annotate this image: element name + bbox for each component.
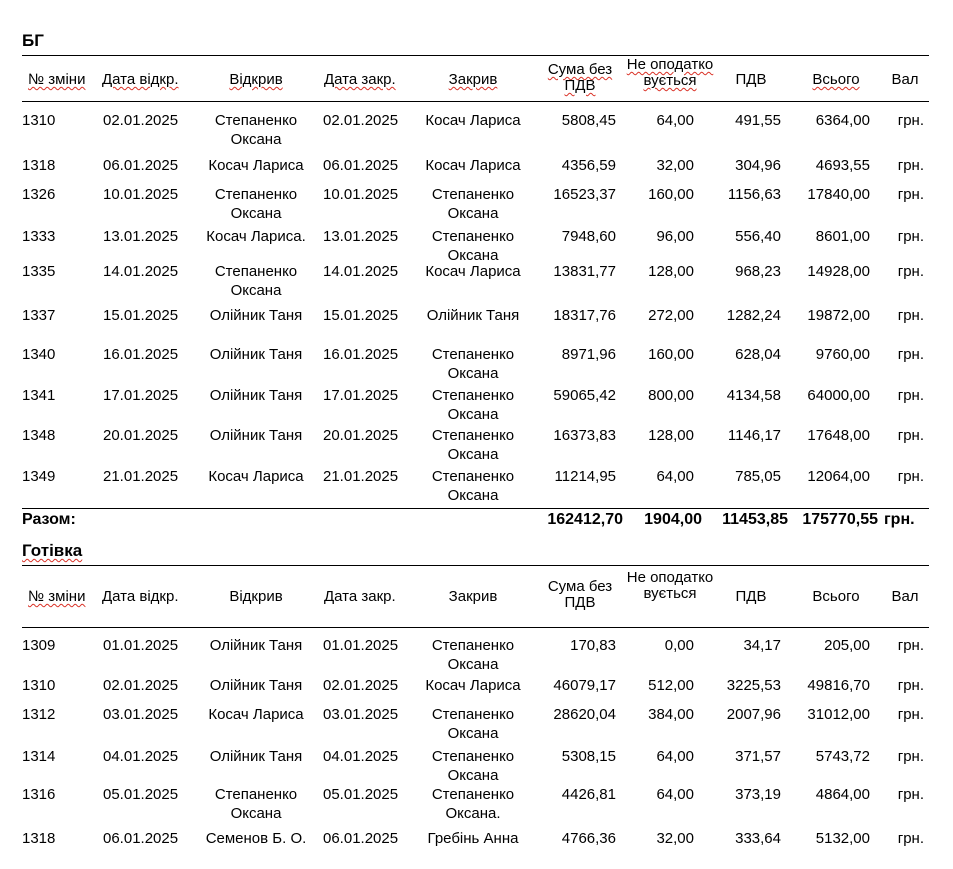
cell-non-taxable: 64,00: [656, 112, 694, 129]
cell-non-taxable: 160,00: [648, 186, 694, 203]
header-close-date: [324, 72, 396, 88]
cell-currency: грн.: [897, 387, 924, 404]
cell-sum-without-vat: 4426,81: [561, 786, 616, 803]
cell-closed-by: Олійник Таня: [426, 307, 520, 324]
header-closed-by: [414, 72, 532, 88]
cell-sum-without-vat: 170,83: [570, 637, 616, 654]
header-non-taxable: [624, 570, 716, 602]
cell-vat: 373,19: [735, 786, 781, 803]
cell-close-date: 10.01.2025: [323, 186, 399, 203]
header-vat-text: ПДВ: [735, 71, 767, 88]
header-currency-text: Вал: [891, 588, 919, 605]
cell-sum-without-vat: 4356,59: [561, 157, 616, 174]
cell-open-date: 15.01.2025: [103, 307, 179, 324]
header-total: [796, 72, 876, 88]
cell-total: 4864,00: [815, 786, 870, 803]
cell-opened-by: Косач Лариса: [208, 706, 304, 723]
total-non-taxable: 1904,00: [644, 511, 702, 528]
cell-currency: грн.: [897, 786, 924, 803]
cell-close-date: 03.01.2025: [323, 706, 399, 723]
header-non-taxable-text: Не оподатковується: [626, 57, 714, 89]
header-opened-by: [196, 589, 316, 605]
section-title-cash: [22, 541, 82, 561]
header-shift-no: [28, 589, 85, 605]
cell-closed-by: Степаненко Оксана: [431, 387, 515, 423]
cell-close-date: 16.01.2025: [323, 346, 399, 363]
cell-close-date: 06.01.2025: [323, 830, 399, 847]
cell-vat: 1146,17: [727, 427, 781, 444]
header-closed-by: [414, 589, 532, 605]
cell-sum-without-vat: 28620,04: [553, 706, 616, 723]
cell-open-date: 10.01.2025: [103, 186, 179, 203]
cell-close-date: 02.01.2025: [323, 677, 399, 694]
cell-sum-without-vat: 8971,96: [561, 346, 616, 363]
cell-shift-no: 1348: [22, 427, 56, 444]
header-shift-no-text: № зміни: [28, 588, 86, 605]
cell-close-date: 05.01.2025: [323, 786, 399, 803]
table-row: [0, 386, 953, 426]
header-vat: [716, 72, 786, 88]
cell-total: 64000,00: [807, 387, 870, 404]
header-non-taxable-text: Не оподатковується: [626, 569, 714, 602]
table-row: [0, 467, 953, 507]
cell-vat: 34,17: [743, 637, 781, 654]
cell-shift-no: 1326: [22, 186, 56, 203]
cell-opened-by: Степаненко Оксана: [214, 263, 298, 299]
cell-open-date: 02.01.2025: [103, 677, 179, 694]
cell-opened-by: Олійник Таня: [209, 427, 303, 444]
cell-close-date: 06.01.2025: [323, 157, 399, 174]
cell-vat: 304,96: [735, 157, 781, 174]
cell-close-date: 13.01.2025: [323, 228, 399, 245]
cell-currency: грн.: [897, 468, 924, 485]
cell-sum-without-vat: 5808,45: [561, 112, 616, 129]
cell-closed-by: Степаненко Оксана.: [431, 786, 515, 822]
cell-closed-by: Степаненко Оксана: [431, 706, 515, 742]
cell-sum-without-vat: 11214,95: [554, 468, 616, 485]
cell-currency: грн.: [897, 706, 924, 723]
cell-shift-no: 1341: [22, 387, 56, 404]
cell-sum-without-vat: 7948,60: [561, 228, 616, 245]
cell-opened-by: Косач Лариса: [208, 468, 304, 485]
cell-opened-by: Косач Лариса.: [206, 228, 306, 245]
cell-sum-without-vat: 46079,17: [553, 677, 616, 694]
cell-closed-by: Степаненко Оксана: [431, 427, 515, 463]
cell-total: 17840,00: [807, 186, 870, 203]
cell-non-taxable: 512,00: [648, 677, 694, 694]
divider: [22, 508, 929, 509]
table-row: [0, 306, 953, 346]
cell-non-taxable: 32,00: [656, 830, 694, 847]
cell-closed-by: Косач Лариса: [425, 157, 521, 174]
cell-total: 17648,00: [807, 427, 870, 444]
header-sum-without-vat-text: Сума без ПДВ: [547, 61, 613, 94]
total-vat: 11453,85: [722, 511, 788, 528]
table-header: [0, 57, 953, 98]
header-opened-by-text: Відкрив: [229, 588, 283, 605]
cell-shift-no: 1314: [22, 748, 56, 765]
cell-total: 205,00: [824, 637, 870, 654]
cell-close-date: 04.01.2025: [323, 748, 399, 765]
total-sum-without-vat: 162412,70: [547, 511, 623, 528]
cell-non-taxable: 64,00: [656, 748, 694, 765]
cell-closed-by: Степаненко Оксана: [431, 637, 515, 673]
section-title-cash-text: Готівка: [22, 541, 83, 560]
cell-non-taxable: 64,00: [656, 786, 694, 803]
cell-vat: 968,23: [735, 263, 781, 280]
cell-closed-by: Косач Лариса: [425, 677, 521, 694]
cell-currency: грн.: [897, 307, 924, 324]
cell-close-date: 14.01.2025: [323, 263, 399, 280]
cell-closed-by: Косач Лариса: [425, 112, 521, 129]
cell-opened-by: Олійник Таня: [209, 387, 303, 404]
cell-non-taxable: 32,00: [656, 157, 694, 174]
cell-currency: грн.: [897, 748, 924, 765]
cell-shift-no: 1310: [22, 112, 56, 129]
table-header: [0, 569, 953, 625]
cell-vat: 1156,63: [727, 186, 781, 203]
cell-closed-by: Степаненко Оксана: [431, 186, 515, 222]
cell-opened-by: Семенов Б. О.: [205, 830, 307, 847]
cell-total: 12064,00: [807, 468, 870, 485]
cell-vat: 1282,24: [726, 307, 781, 324]
cell-shift-no: 1309: [22, 637, 56, 654]
cell-shift-no: 1312: [22, 706, 56, 723]
cell-sum-without-vat: 5308,15: [561, 748, 616, 765]
cell-open-date: 06.01.2025: [103, 830, 179, 847]
cell-closed-by: Степаненко Оксана: [431, 468, 515, 504]
table-row: [0, 705, 953, 745]
cell-opened-by: Олійник Таня: [209, 346, 303, 363]
header-close-date: [324, 589, 396, 605]
cell-close-date: 20.01.2025: [323, 427, 399, 444]
cell-vat: 333,64: [735, 830, 781, 847]
divider: [22, 101, 929, 102]
total-label: Разом:: [22, 511, 76, 528]
table-row: [0, 426, 953, 466]
header-close-date-text: Дата закр.: [324, 588, 396, 605]
cell-open-date: 16.01.2025: [103, 346, 179, 363]
header-closed-by-text: Закрив: [448, 588, 498, 605]
total-row: [0, 510, 953, 530]
cell-shift-no: 1349: [22, 468, 56, 485]
cell-vat: 3225,53: [726, 677, 781, 694]
cell-total: 5132,00: [815, 830, 870, 847]
cell-non-taxable: 128,00: [648, 263, 694, 280]
cell-shift-no: 1333: [22, 228, 56, 245]
cell-opened-by: Степаненко Оксана: [214, 186, 298, 222]
header-open-date-text: Дата відкр.: [102, 588, 179, 605]
cell-open-date: 06.01.2025: [103, 157, 179, 174]
cell-shift-no: 1337: [22, 307, 56, 324]
cell-open-date: 17.01.2025: [103, 387, 179, 404]
cell-close-date: 02.01.2025: [323, 112, 399, 129]
table-row: [0, 185, 953, 225]
cell-currency: грн.: [897, 186, 924, 203]
cell-open-date: 20.01.2025: [103, 427, 179, 444]
cell-open-date: 04.01.2025: [103, 748, 179, 765]
cell-non-taxable: 272,00: [648, 307, 694, 324]
section-title-bg: БГ: [22, 31, 44, 50]
table-row: [0, 227, 953, 267]
cell-total: 49816,70: [807, 677, 870, 694]
header-total-text: Всього: [812, 588, 860, 605]
cell-total: 9760,00: [815, 346, 870, 363]
cell-currency: грн.: [897, 228, 924, 245]
cell-closed-by: Степаненко Оксана: [431, 346, 515, 382]
header-sum-without-vat-text: Сума без ПДВ: [547, 578, 613, 611]
cell-shift-no: 1318: [22, 830, 56, 847]
cell-total: 6364,00: [815, 112, 870, 129]
cell-opened-by: Олійник Таня: [209, 748, 303, 765]
cell-total: 31012,00: [807, 706, 870, 723]
cell-sum-without-vat: 13831,77: [553, 263, 616, 280]
cell-vat: 2007,96: [726, 706, 781, 723]
header-open-date-text: Дата відкр.: [102, 71, 179, 88]
header-open-date: [102, 589, 179, 605]
cell-open-date: 03.01.2025: [103, 706, 179, 723]
header-total: [796, 589, 876, 605]
cell-total: 14928,00: [807, 263, 870, 280]
cell-shift-no: 1335: [22, 263, 56, 280]
cell-vat: 491,55: [735, 112, 781, 129]
cell-closed-by: Степаненко Оксана: [431, 228, 515, 264]
cell-non-taxable: 128,00: [648, 427, 694, 444]
header-vat-text: ПДВ: [735, 588, 767, 605]
cell-currency: грн.: [897, 637, 924, 654]
cell-shift-no: 1316: [22, 786, 56, 803]
cell-opened-by: Олійник Таня: [209, 307, 303, 324]
cell-total: 4693,55: [815, 157, 870, 174]
cell-non-taxable: 64,00: [656, 468, 694, 485]
cell-close-date: 01.01.2025: [323, 637, 399, 654]
cell-shift-no: 1340: [22, 346, 56, 363]
total-grand: 175770,55: [802, 511, 878, 528]
cell-open-date: 02.01.2025: [103, 112, 179, 129]
cell-shift-no: 1318: [22, 157, 56, 174]
cell-non-taxable: 160,00: [648, 346, 694, 363]
cell-non-taxable: 384,00: [648, 706, 694, 723]
header-total-text: Всього: [812, 71, 860, 88]
cell-vat: 4134,58: [726, 387, 781, 404]
cell-sum-without-vat: 16523,37: [553, 186, 616, 203]
header-closed-by-text: Закрив: [448, 71, 498, 88]
table-row: [0, 747, 953, 787]
header-shift-no: [28, 72, 85, 88]
cell-closed-by: Гребінь Анна: [427, 830, 519, 847]
header-open-date: [102, 72, 179, 88]
cell-opened-by: Косач Лариса: [208, 157, 304, 174]
cell-sum-without-vat: 59065,42: [553, 387, 616, 404]
cell-sum-without-vat: 18317,76: [553, 307, 616, 324]
cell-open-date: 21.01.2025: [103, 468, 179, 485]
divider: [22, 565, 929, 566]
table-row: [0, 785, 953, 825]
header-sum-without-vat: [536, 62, 624, 94]
cell-opened-by: Степаненко Оксана: [214, 112, 298, 148]
header-currency: [884, 72, 926, 88]
cell-currency: грн.: [897, 112, 924, 129]
cell-shift-no: 1310: [22, 677, 56, 694]
table-row: [0, 111, 953, 151]
cell-close-date: 21.01.2025: [323, 468, 399, 485]
cell-close-date: 15.01.2025: [323, 307, 399, 324]
table-row: [0, 636, 953, 676]
divider: [22, 55, 929, 56]
cell-non-taxable: 96,00: [656, 228, 694, 245]
cell-open-date: 05.01.2025: [103, 786, 179, 803]
cell-vat: 371,57: [735, 748, 781, 765]
cell-opened-by: Степаненко Оксана: [214, 786, 298, 822]
header-sum-without-vat: [536, 579, 624, 611]
cell-currency: грн.: [897, 677, 924, 694]
table-row: [0, 345, 953, 385]
header-currency: [884, 589, 926, 605]
cell-sum-without-vat: 4766,36: [561, 830, 616, 847]
table-row: [0, 829, 953, 869]
header-opened-by-text: Відкрив: [229, 71, 283, 88]
cell-non-taxable: 800,00: [648, 387, 694, 404]
header-vat: [716, 589, 786, 605]
cell-non-taxable: 0,00: [664, 637, 694, 654]
cell-total: 19872,00: [807, 307, 870, 324]
header-non-taxable: [626, 57, 714, 97]
cell-vat: 556,40: [735, 228, 781, 245]
cell-closed-by: Степаненко Оксана: [431, 748, 515, 784]
cell-opened-by: Олійник Таня: [209, 637, 303, 654]
cell-currency: грн.: [897, 427, 924, 444]
header-shift-no-text: № зміни: [28, 71, 86, 88]
header-close-date-text: Дата закр.: [324, 71, 396, 88]
cell-open-date: 01.01.2025: [103, 637, 179, 654]
header-opened-by: [196, 72, 316, 88]
cell-total: 5743,72: [815, 748, 870, 765]
total-currency: грн.: [884, 511, 915, 528]
cell-total: 8601,00: [815, 228, 870, 245]
cell-currency: грн.: [897, 346, 924, 363]
header-currency-text: Вал: [891, 71, 919, 88]
divider: [22, 627, 929, 628]
cell-currency: грн.: [897, 157, 924, 174]
cell-opened-by: Олійник Таня: [209, 677, 303, 694]
cell-currency: грн.: [897, 263, 924, 280]
cell-open-date: 14.01.2025: [103, 263, 179, 280]
table-row: [0, 262, 953, 302]
cell-closed-by: Косач Лариса: [425, 263, 521, 280]
cell-vat: 628,04: [735, 346, 781, 363]
cell-vat: 785,05: [735, 468, 781, 485]
cell-currency: грн.: [897, 830, 924, 847]
cell-sum-without-vat: 16373,83: [553, 427, 616, 444]
cell-open-date: 13.01.2025: [103, 228, 179, 245]
cell-close-date: 17.01.2025: [323, 387, 399, 404]
